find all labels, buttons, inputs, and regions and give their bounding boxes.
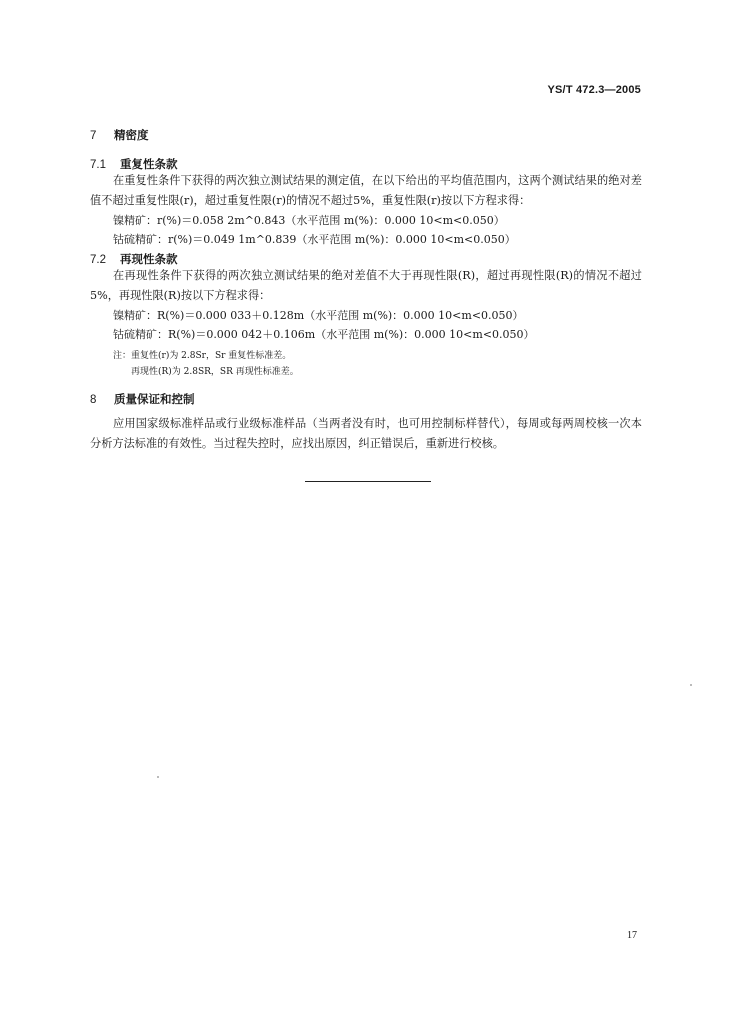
reproducibility-paragraph: 在再现性条件下获得的两次独立测试结果的绝对差值不大于再现性限(R)，超过再现性限(R)的情况不超过5%，再现性限(R)按以下方程求得： — [90, 269, 642, 302]
subsection-number: 7.2 — [90, 254, 106, 266]
subsection-7-2-heading — [90, 251, 178, 267]
repeatability-formula-cobalt: 钴硫精矿：r(%)＝0.049 1m^0.839（水平范围 m(%)：0.000 10<m<0.050） — [113, 233, 516, 246]
section-7-heading — [90, 127, 149, 143]
section-title: 质量保证和控制 — [114, 392, 195, 406]
section-number: 7 — [90, 130, 97, 142]
section-title: 精密度 — [114, 128, 149, 142]
subsection-7-1-heading — [90, 156, 178, 172]
reproducibility-formula-cobalt: 钴硫精矿：R(%)＝0.000 042＋0.106m（水平范围 m(%)：0.000 10<m<0.050） — [113, 328, 535, 341]
subsection-number: 7.1 — [90, 159, 106, 171]
standard-code: YS/T 472.3—2005 — [547, 84, 641, 96]
repeatability-formula-nickel: 镍精矿：r(%)＝0.058 2m^0.843（水平范围 m(%)：0.000 10<m<0.050） — [113, 214, 505, 227]
note-repeatability: 注：重复性(r)为 2.8Sr，Sr 重复性标准差。 — [113, 351, 292, 361]
repeatability-paragraph: 在重复性条件下获得的两次独立测试结果的测定值，在以下给出的平均值范围内，这两个测试结果的绝对差值不超过重复性限(r)，超过重复性限(r)的情况不超过5%，重复性限(r)按以下方程求得： — [90, 174, 642, 207]
note-reproducibility: 再现性(R)为 2.8SR，SR 再现性标准差。 — [131, 367, 299, 377]
scan-speck — [690, 684, 692, 686]
reproducibility-formula-nickel: 镍精矿：R(%)＝0.000 033＋0.128m（水平范围 m(%)：0.000 10<m<0.050） — [113, 309, 524, 322]
subsection-title: 再现性条款 — [120, 252, 178, 266]
quality-control-paragraph: 应用国家级标准样品或行业级标准样品（当两者没有时，也可用控制标样替代），每周或每两周校核一次本分析方法标准的有效性。当过程失控时，应找出原因，纠正错误后，重新进行校核。 — [90, 417, 642, 450]
section-8-heading — [90, 391, 195, 407]
scan-speck — [157, 776, 159, 778]
page-number: 17 — [627, 930, 637, 941]
end-rule — [305, 481, 431, 482]
subsection-title: 重复性条款 — [120, 157, 178, 171]
section-number: 8 — [90, 394, 97, 406]
